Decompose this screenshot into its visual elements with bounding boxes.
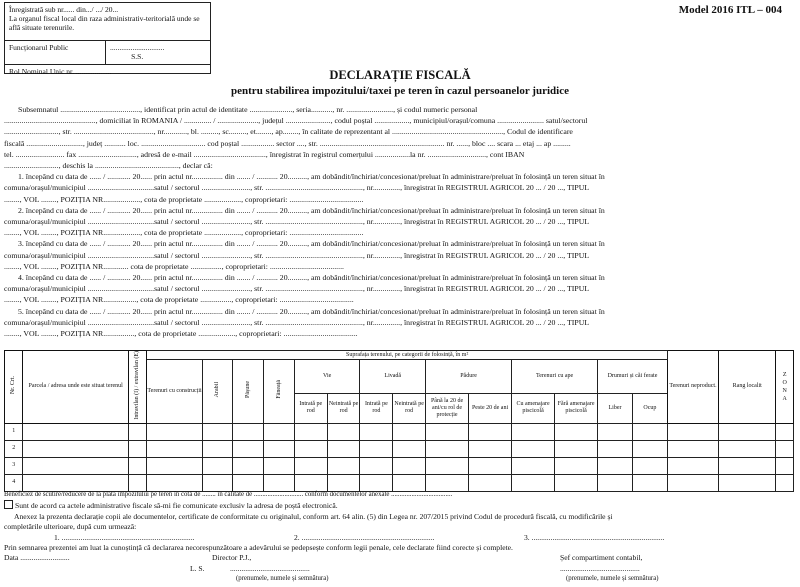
exemption-line: Beneficiez de scutire/reducere de la plata impozitului pe teren în cotă de ........ în calitate de ............................. conform documentelor anexate ....................................	[4, 491, 453, 498]
cell[interactable]	[233, 423, 264, 440]
cell[interactable]	[360, 423, 393, 440]
cell[interactable]	[294, 440, 327, 457]
body-line: fiscală ............................., județ ........... loc. ................................. cod poștal ................. sector ...., str. ................................................................ nr. ......, bloc .... scara ... etaj ... ap .........	[4, 138, 571, 148]
cell[interactable]	[776, 457, 794, 474]
col-ape: Terenuri cu ape	[512, 360, 598, 394]
cell[interactable]	[393, 440, 426, 457]
sub-padure-peste20: Peste 20 de ani	[469, 393, 512, 423]
cell[interactable]	[632, 423, 667, 440]
cell[interactable]	[776, 423, 794, 440]
authority-text: La organul fiscal local din raza administrativ-teritorială unde se află situate terenurile.	[9, 14, 200, 32]
registration-box	[4, 2, 211, 74]
cell[interactable]	[598, 423, 633, 440]
col-livada: Livadă	[360, 360, 426, 394]
col-zona: ZONA	[776, 351, 794, 424]
cell[interactable]	[360, 474, 393, 491]
cell[interactable]	[632, 457, 667, 474]
registered-text: Înregistrată sub nr...... din.../ .../ 20...	[9, 5, 119, 14]
cell[interactable]	[327, 457, 360, 474]
chief-signature-blank: ..........................................	[560, 564, 640, 573]
cell[interactable]	[598, 457, 633, 474]
cell[interactable]	[776, 474, 794, 491]
cell[interactable]	[233, 457, 264, 474]
annex-line: Anexez la prezenta declarație copii ale documentelor, certificate de conformitate cu originalul, conform art. 64 alin. (5) din Legea nr. 207/2015 privind Codul de procedură fiscală, cu modificările și	[14, 511, 613, 521]
chief-caption: (prenumele, numele și semnătura)	[566, 575, 659, 582]
cell[interactable]	[393, 423, 426, 440]
sub-livada-neintrata: Neintrată pe rod	[393, 393, 426, 423]
body-line: ............................, str. ........................................., nr............, bl. ........., sc........., et........, ap........, în calitate de reprezentant al ........................................................., Codul de identificare	[4, 127, 573, 137]
cell[interactable]	[393, 474, 426, 491]
item-line: ........, VOL ........, POZIȚIA NR................., cota de proprietate ................, coproprietari: ......................................	[4, 295, 354, 305]
cell[interactable]	[294, 474, 327, 491]
sub-ape-fara: Fără amenajare piscicolă	[555, 393, 598, 423]
cell[interactable]	[555, 423, 598, 440]
cell[interactable]	[327, 474, 360, 491]
cell[interactable]	[233, 474, 264, 491]
cell[interactable]	[264, 457, 295, 474]
col-drumuri: Drumuri și căi ferate	[598, 360, 668, 394]
item-line: ........, VOL ........, POZIȚIA NR..................., cota de proprietate ..................., coproprietari: ......................................	[4, 194, 364, 204]
row-number: 4	[5, 474, 23, 491]
cell[interactable]	[632, 474, 667, 491]
item-line: comuna/orașul/municipiul ..................................satul / sectorul ........................., str. .................................................., nr.............., înregistrat în REGISTRUL AGRICOL 20 ... / 20 ..., TIPUL	[4, 183, 590, 193]
row-number: 3	[5, 457, 23, 474]
body-line: ............................, deschis la ..........................................., declar că:	[4, 161, 213, 171]
land-table	[4, 350, 794, 492]
cell[interactable]	[264, 440, 295, 457]
cell[interactable]	[632, 440, 667, 457]
cell[interactable]	[147, 440, 202, 457]
officer-signature: S.S.	[131, 52, 144, 61]
director-label: Director P.J.,	[212, 553, 252, 562]
col-arabil: Arabil	[202, 360, 233, 424]
consent-text: Sunt de acord ca actele administrative fiscale să-mi fie comunicate exclusiv la adresa de poștă electronică.	[15, 501, 338, 511]
col-intravilan: Intravilan (I) / extravilan (E)	[128, 351, 146, 424]
cell[interactable]	[776, 440, 794, 457]
cell[interactable]	[294, 457, 327, 474]
col-pasune: Pășune	[233, 360, 264, 424]
cell[interactable]	[360, 457, 393, 474]
col-padure: Pădure	[426, 360, 512, 394]
cell[interactable]	[469, 440, 512, 457]
col-faneata: Fâneață	[264, 360, 295, 424]
cell[interactable]	[426, 457, 469, 474]
cell[interactable]	[719, 423, 776, 440]
row-number: 2	[5, 440, 23, 457]
sub-padure-20: Până la 20 de ani/cu rol de protecție	[426, 393, 469, 423]
item-line: 5. începând cu data de ...... / ............ 20...... prin actul nr................ din ....... / ........... 20.........., am dobândit/închiriat/concesionat/preluat în administrare/preluat în folosință un teren situat în	[18, 306, 605, 316]
cell[interactable]	[719, 474, 776, 491]
body-line: Subsemnatul ........................................., identificat prin actul de identitate ......................, seria..........., nr. ........................, și codul numeric personal	[18, 105, 478, 114]
cell[interactable]	[147, 457, 202, 474]
sub-drum-liber: Liber	[598, 393, 633, 423]
consent-checkbox[interactable]	[4, 500, 13, 509]
cell[interactable]	[512, 457, 555, 474]
col-vie: Vie	[294, 360, 360, 394]
cell[interactable]	[202, 440, 233, 457]
cell[interactable]	[469, 474, 512, 491]
cell[interactable]	[719, 457, 776, 474]
cell[interactable]	[426, 474, 469, 491]
cell[interactable]	[512, 474, 555, 491]
cell[interactable]	[426, 440, 469, 457]
sub-livada-intrata: Intrată pe rod	[360, 393, 393, 423]
cell[interactable]	[667, 474, 718, 491]
annex-line-2: completările ulterioare, după cum urmează:	[4, 522, 137, 532]
cell[interactable]	[23, 423, 129, 440]
cell[interactable]	[667, 457, 718, 474]
cell[interactable]	[667, 423, 718, 440]
row-number: 1	[5, 423, 23, 440]
item-line: comuna/orașul/municipiul ..................................satul / sectorul ........................., str. .................................................., nr.............., înregistrat în REGISTRUL AGRICOL 20 ... / 20 ..., TIPUL	[4, 250, 590, 260]
cell[interactable]	[426, 423, 469, 440]
cell[interactable]	[202, 474, 233, 491]
officer-blank: .............................	[110, 43, 165, 52]
annex-list: 1. ...................................................................... 2. ...................................................................... 3. ......................................................................	[54, 532, 665, 542]
cell[interactable]	[327, 423, 360, 440]
col-neproductive: Terenuri neproduct.	[667, 351, 718, 424]
cell[interactable]	[555, 457, 598, 474]
cell[interactable]	[294, 423, 327, 440]
item-line: 3. începând cu data de ...... / ............ 20...... prin actul nr................ din ....... / ........... 20.........., am dobândit/închiriat/concesionat/preluat în administrare/preluat în folosință un teren situat în	[18, 239, 605, 249]
item-line: ........, VOL ........, POZIȚIA NR................, cota de proprietate ..................., coproprietari: ......................................	[4, 329, 358, 339]
cell[interactable]	[598, 474, 633, 491]
page-title: DECLARAȚIE FISCALĂ	[329, 68, 471, 82]
roll-number: Rol Nominal Unic nr. ...................	[9, 67, 112, 76]
body-line: ..............................................., domiciliat în ROMANIA / .............. / ....................., județul ......................., codul poștal .................., municipiul/orașul/comuna ........................ satul/sectorul	[4, 116, 588, 126]
cell[interactable]	[233, 440, 264, 457]
model-code: Model 2016 ITL – 004	[678, 4, 782, 16]
cell[interactable]	[512, 423, 555, 440]
cell[interactable]	[23, 474, 129, 491]
cell[interactable]	[128, 440, 146, 457]
col-parcel: Parcela / adresa unde este situat terenul	[23, 351, 129, 424]
registration-info	[5, 3, 210, 41]
cell[interactable]	[598, 440, 633, 457]
officer-label: Funcționarul Public	[5, 41, 106, 64]
page-subtitle: pentru stabilirea impozitului/taxei pe teren în cazul persoanelor juridice	[231, 85, 569, 97]
body-line: tel. ......................... fax .............................., adresă de e-mail ....................................., înregistrat în registrul comerțului ..................la nr. .............................., cont IBAN	[4, 149, 525, 159]
cell[interactable]	[512, 440, 555, 457]
sub-vie-neintrata: Neintrată pe rod	[327, 393, 360, 423]
footer	[4, 490, 792, 553]
chief-accountant-label: Șef compartiment contabil,	[560, 553, 643, 562]
cell[interactable]	[23, 440, 129, 457]
cell[interactable]	[264, 474, 295, 491]
cell[interactable]	[719, 440, 776, 457]
item-line: comuna/orașul/municipiul ..................................satul / sectorul ........................., str. .................................................., nr.............., înregistrat în REGISTRUL AGRICOL 20 ... / 20 ..., TIPUL	[4, 217, 590, 227]
cell[interactable]	[147, 423, 202, 440]
ls-stamp: L. S.	[190, 564, 205, 573]
item-line: comuna/orașul/municipiul ..................................satul / sectorul ........................., str. .................................................., nr.............., înregistrat în REGISTRUL AGRICOL 20 ... / 20 ..., TIPUL	[4, 284, 590, 294]
col-constructions: Terenuri cu construcții	[147, 360, 202, 424]
item-line: ........, VOL ........, POZIȚIA NR..................., cota de proprietate ..................., coproprietari: ......................................	[4, 228, 364, 238]
cell[interactable]	[667, 440, 718, 457]
cell[interactable]	[202, 457, 233, 474]
item-line: comuna/orașul/municipiul ..................................satul / sectorul ........................., str. .................................................., nr.............., înregistrat în REGISTRUL AGRICOL 20 ... / 20 ..., TIPUL	[4, 317, 590, 327]
cell[interactable]	[469, 423, 512, 440]
oath-line: Prin semnarea prezentei am luat la cunoștință că declararea necorespunzătoare a adevărului se pedepsește conform legii penale, cele declarate fiind corecte și complete.	[4, 543, 513, 553]
item-line: 4. începând cu data de ...... / ............ 20...... prin actul nr................ din ....... / ........... 20.........., am dobândit/închiriat/concesionat/preluat în administrare/preluat în folosință un teren situat în	[18, 273, 605, 283]
item-line: 1. începând cu data de ...... / ............ 20...... prin actul nr................ din ....... / ........... 20.........., am dobândit/închiriat/concesionat/preluat în administrare/preluat în folosință un teren situat în	[18, 172, 605, 182]
cell[interactable]	[128, 457, 146, 474]
sub-ape-cu: Cu amenajare piscicolă	[512, 393, 555, 423]
director-signature-blank: ..........................................	[230, 564, 310, 573]
cell[interactable]	[202, 423, 233, 440]
cell[interactable]	[128, 423, 146, 440]
sub-vie-intrata: Intrată pe rod	[294, 393, 327, 423]
col-rang: Rang localit	[719, 351, 776, 424]
item-line: 2. începând cu data de ...... / ............ 20...... prin actul nr................ din ....... / ........... 20.........., am dobândit/închiriat/concesionat/preluat în administrare/preluat în folosință un teren situat în	[18, 205, 605, 215]
cell[interactable]	[147, 474, 202, 491]
declaration-body	[4, 104, 792, 339]
cell[interactable]	[555, 440, 598, 457]
cell[interactable]	[555, 474, 598, 491]
cell[interactable]	[469, 457, 512, 474]
cell[interactable]	[360, 440, 393, 457]
cell[interactable]	[23, 457, 129, 474]
cell[interactable]	[393, 457, 426, 474]
cell[interactable]	[264, 423, 295, 440]
date-field: Data ..........................	[4, 553, 70, 562]
sub-drum-ocup: Ocup	[632, 393, 667, 423]
item-line: ........, VOL ........, POZIȚIA NR............. cota de proprietate ................, coproprietari: ......................................	[4, 261, 344, 271]
director-caption: (prenumele, numele și semnătura)	[236, 575, 329, 582]
consent-line	[4, 500, 792, 511]
col-nr-crt: Nr. Crt.	[5, 351, 23, 424]
surface-header: Suprafața terenului, pe categorii de folosință, în m²	[147, 351, 667, 360]
cell[interactable]	[327, 440, 360, 457]
cell[interactable]	[128, 474, 146, 491]
